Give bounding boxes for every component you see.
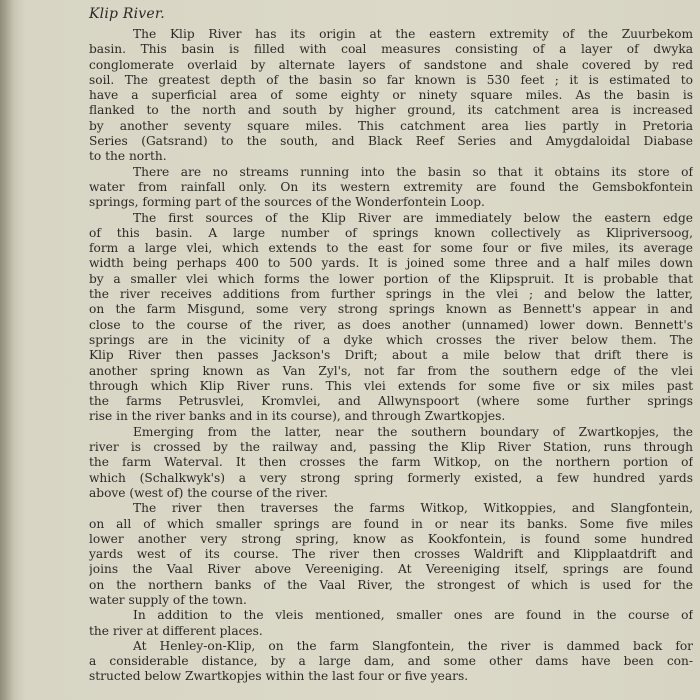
text-line: river is crossed by the railway and, passing the Klip River Station, runs through [89, 440, 693, 455]
text-line: Klip River then passes Jackson's Drift; about a mile below that drift there is [89, 348, 693, 363]
paragraph-5 [89, 501, 693, 608]
text-line: width being perhaps 400 to 500 yards. It is joined some three and a half miles down [89, 256, 693, 271]
section-heading: Klip River. [89, 6, 165, 22]
text-line: on the farm Misgund, some very strong springs known as Bennett's appear in and [89, 302, 693, 317]
text-line: by another seventy square miles. This catchment area lies partly in Pretoria [89, 118, 693, 133]
text-line: The river then traverses the farms Witkop, Witkoppies, and Slangfontein, [133, 501, 693, 516]
paragraph-4 [89, 425, 693, 501]
paragraph-6 [89, 608, 693, 639]
paragraph-1 [89, 27, 693, 165]
text-line: close to the course of the river, as does another (unnamed) lower down. Bennett's [89, 317, 693, 332]
text-line: the river receives additions from further springs in the vlei ; and below the latter, [89, 287, 693, 302]
text-line: to the north. [89, 149, 167, 164]
text-line: water supply of the town. [89, 592, 247, 607]
text-line: of this basin. A large number of springs known collectively as Klipriversoog, [89, 225, 693, 240]
text-line: There are no streams running into the basin so that it obtains its store of [133, 164, 693, 179]
paragraphs-container [89, 27, 693, 685]
paragraph-2 [89, 165, 693, 211]
text-line: on all of which smaller springs are found in or near its banks. Some five miles [89, 516, 693, 531]
text-line: the farms Petrusvlei, Kromvlei, and Allwynspoort (where some further springs [89, 394, 693, 409]
text-line: water from rainfall only. On its western extremity are found the Gemsbokfontein [89, 179, 693, 194]
text-line: flanked to the north and south by higher ground, its catchment area is increased [89, 103, 693, 118]
text-line: yards west of its course. The river then crosses Waldrift and Klipplaatdrift and [89, 547, 693, 562]
text-line: Emerging from the latter, near the southern boundary of Zwartkopjes, the [133, 424, 693, 439]
text-line: basin. This basin is filled with coal measures consisting of a layer of dwyka [89, 42, 693, 57]
text-line: lower another very strong spring, know as Kookfontein, is found some hundred [89, 531, 693, 546]
text-line: rise in the river banks and in its course), and through Zwartkopjes. [89, 409, 506, 424]
text-line: At Henley-on-Klip, on the farm Slangfontein, the river is dammed back for [133, 638, 693, 653]
text-line: joins the Vaal River above Vereeniging. At Vereeniging itself, springs are found [89, 562, 693, 577]
text-line: another spring known as Van Zyl's, not far from the southern edge of the vlei [89, 363, 693, 378]
text-line: In addition to the vleis mentioned, smaller ones are found in the course of [133, 608, 693, 623]
document-body [89, 6, 693, 685]
text-line: the farm Waterval. It then crosses the farm Witkop, on the northern portion of [89, 455, 693, 470]
text-line: through which Klip River runs. This vlei extends for some five or six miles past [89, 378, 693, 393]
text-line: on the northern banks of the Vaal River, the strongest of which is used for the [89, 577, 693, 592]
text-line: have a superficial area of some eighty or ninety square miles. As the basin is [89, 88, 693, 103]
text-line: springs are in the vicinity of a dyke which crosses the river below them. The [89, 332, 693, 347]
text-line: conglomerate overlaid by alternate layers of sandstone and shale covered by red [89, 57, 693, 72]
text-line: by a smaller vlei which forms the lower portion of the Klipspruit. It is probable that [89, 271, 693, 286]
text-line: a considerable distance, by a large dam, and some other dams have been con- [89, 654, 693, 669]
paragraph-7 [89, 639, 693, 685]
text-line: Series (Gatsrand) to the south, and Black Reef Series and Amygdaloidal Diabase [89, 134, 693, 149]
text-line: The Klip River has its origin at the eastern extremity of the Zuurbekom [133, 27, 693, 41]
text-line: springs, forming part of the sources of the Wonderfontein Loop. [89, 195, 485, 210]
text-line: structed below Zwartkopjes within the last four or five years. [89, 669, 469, 684]
text-line: above (west of) the course of the river. [89, 485, 329, 500]
text-line: the river at different places. [89, 623, 263, 638]
text-line: soil. The greatest depth of the basin so far known is 530 feet ; it is estimated to [89, 72, 693, 87]
text-line: The first sources of the Klip River are immediately below the eastern edge [133, 210, 693, 225]
paragraph-3 [89, 211, 693, 425]
text-line: form a large vlei, which extends to the east for some four or five miles, its average [89, 241, 693, 256]
text-line: which (Schalkwyk's) a very strong spring formerly existed, a few hundred yards [89, 470, 693, 485]
binding-shadow [0, 0, 14, 700]
